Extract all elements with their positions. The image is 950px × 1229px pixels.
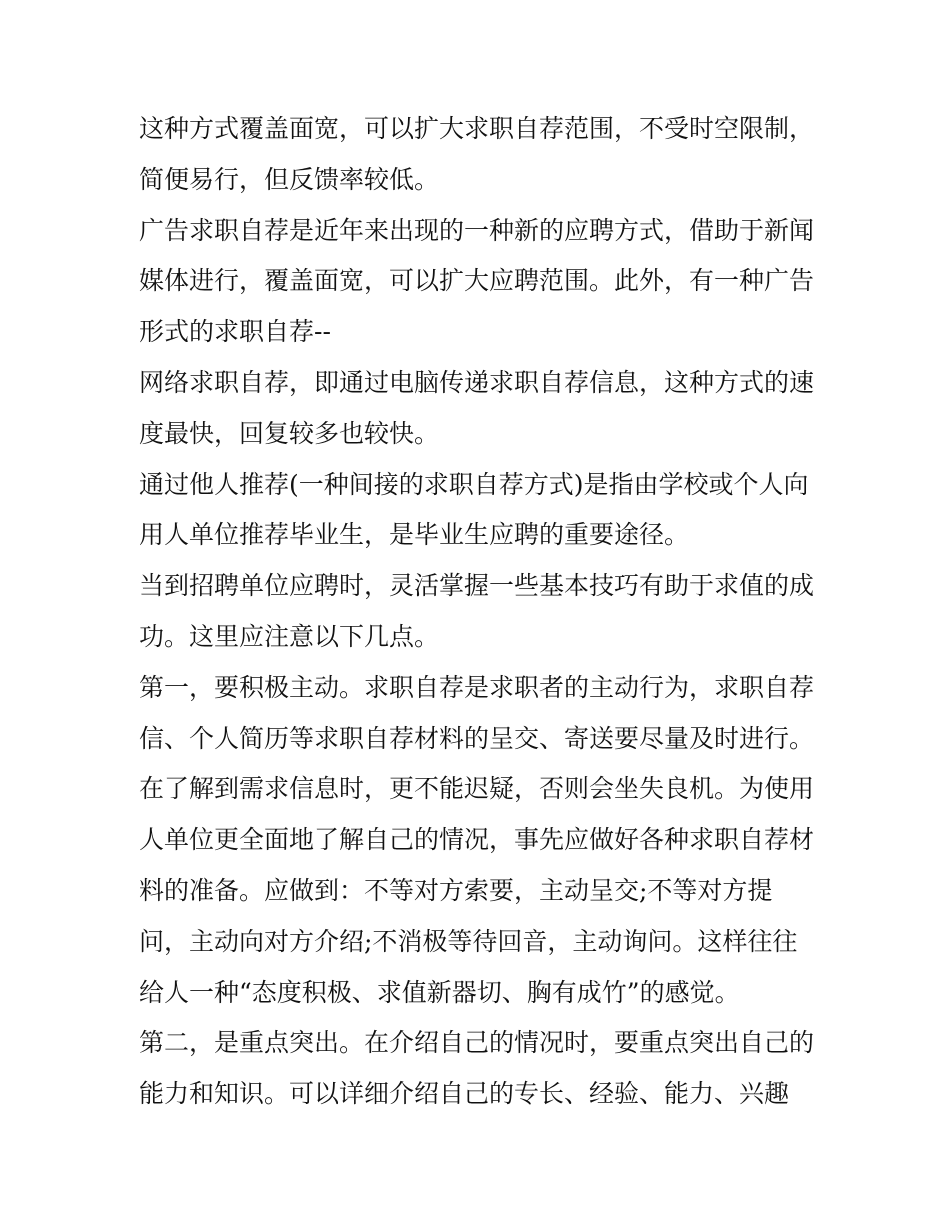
text-line: 功。这里应注意以下几点。	[139, 621, 440, 651]
text-line: 简便易行，但反馈率较低。	[139, 164, 440, 194]
text-line: 第一，要积极主动。求职自荐是求职者的主动行为，求职自荐	[139, 672, 815, 702]
text-line: 第二，是重点突出。在介绍自己的情况时，要重点突出自己的	[139, 1028, 815, 1058]
text-line: 问，主动向对方介绍;不消极等待回音，主动询问。这样往往	[139, 926, 798, 956]
text-line: 媒体进行，覆盖面宽，可以扩大应聘范围。此外，有一种广告	[139, 266, 815, 296]
text-line: 通过他人推荐(一种间接的求职自荐方式)是指由学校或个人向	[139, 469, 809, 499]
text-line: 信、个人简历等求职自荐材料的呈交、寄送要尽量及时进行。	[139, 723, 815, 753]
text-line: 人单位更全面地了解自己的情况，事先应做好各种求职自荐材	[139, 825, 815, 855]
text-line: 在了解到需求信息时，更不能迟疑，否则会坐失良机。为使用	[139, 774, 815, 804]
text-line: 能力和知识。可以详细介绍自己的专长、经验、能力、兴趣	[139, 1079, 790, 1109]
text-line: 料的准备。应做到：不等对方索要，主动呈交;不等对方提	[139, 875, 773, 905]
text-line: 广告求职自荐是近年来出现的一种新的应聘方式，借助于新闻	[139, 215, 815, 245]
text-line: 这种方式覆盖面宽，可以扩大求职自荐范围，不受时空限制，	[139, 114, 815, 143]
text-line: 给人一种“态度积极、求值新器切、胸有成竹”的感觉。	[139, 977, 740, 1007]
document-body	[139, 104, 819, 1120]
text-line: 当到招聘单位应聘时，灵活掌握一些基本技巧有助于求值的成	[139, 571, 815, 601]
text-line: 用人单位推荐毕业生，是毕业生应聘的重要途径。	[139, 520, 690, 550]
text-line: 网络求职自荐，即通过电脑传递求职自荐信息，这种方式的速	[139, 367, 815, 397]
text-line: 度最快，回复较多也较快。	[139, 418, 440, 448]
text-line: 形式的求职自荐--	[139, 317, 331, 347]
